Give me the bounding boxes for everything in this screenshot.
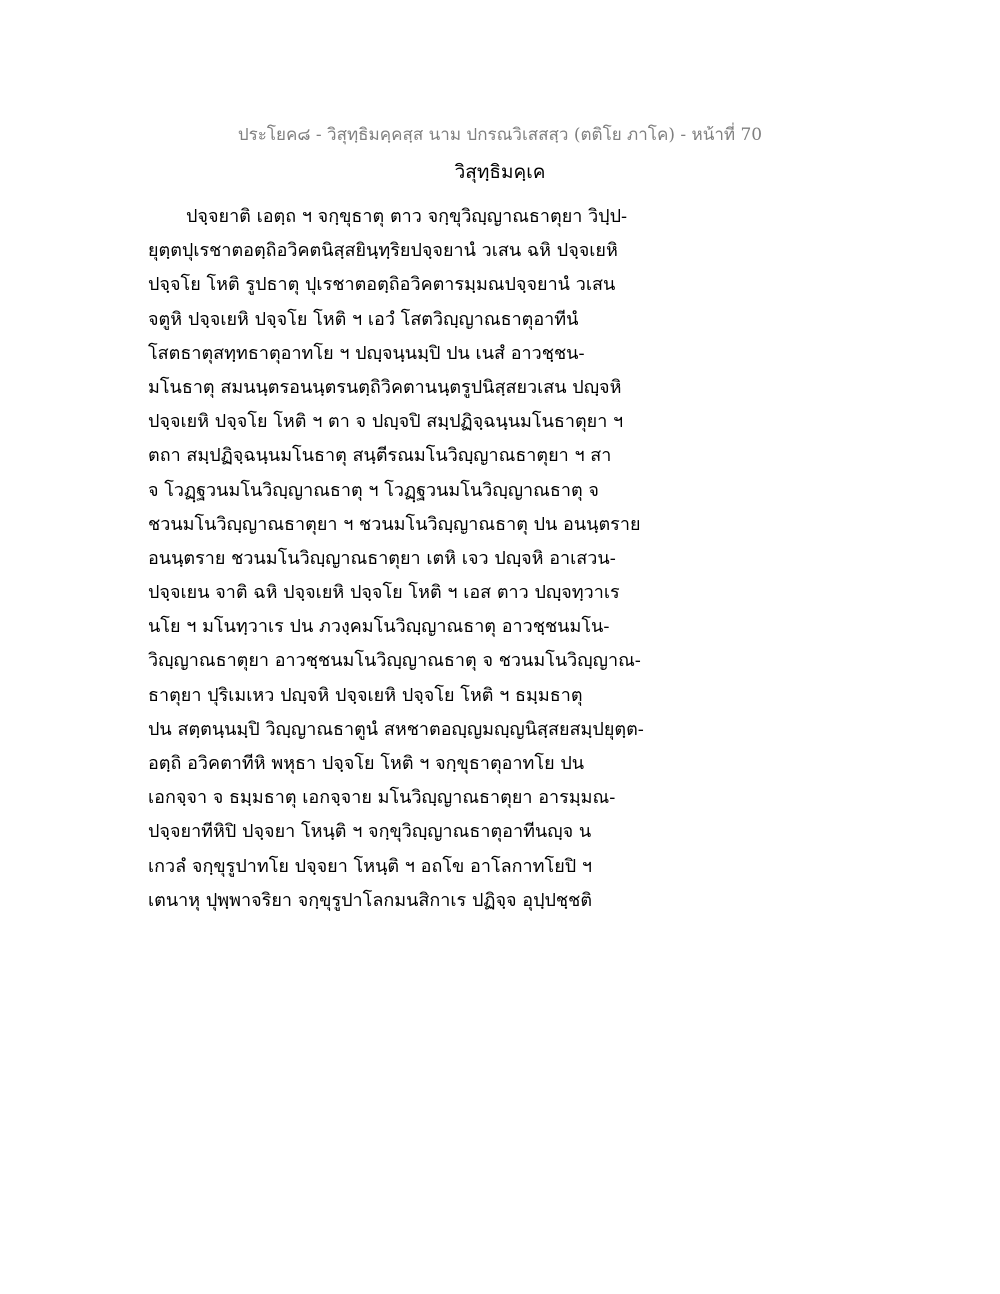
text-line: ยุตฺตปุเรชาตอตฺถิอวิคตนิสฺสยินฺทฺริยปจฺจยานํ วเสน ฉหิ ปจฺจเยหิ (148, 240, 618, 262)
text-line: จ โวฏฺฐวนมโนวิญฺญาณธาตุ ฯ โวฏฺฐวนมโนวิญฺญาณธาตุ จ (148, 479, 599, 501)
text-line: ปน สตฺตนฺนมฺปิ วิญฺญาณธาตูนํ สหชาตอญฺญมญฺญนิสฺสยสมฺปยุตฺต- (148, 718, 644, 740)
text-line: อตฺถิ อวิคตาทีหิ พหุธา ปจฺจโย โหติ ฯ จกฺขุธาตุอาทโย ปน (148, 753, 585, 774)
text-line: ปจฺจยาทีหิปิ ปจฺจยา โหนฺติ ฯ จกฺขุวิญฺญาณธาตุอาทีนญฺจ น (148, 821, 592, 843)
text-line: เอกจฺจา จ ธมฺมธาตุ เอกจฺจาย มโนวิญฺญาณธาตุยา อารมฺมณ- (148, 787, 616, 809)
text-line: ปจฺจยาติ เอตฺถ ฯ จกฺขุธาตุ ตาว จกฺขุวิญฺญาณธาตุยา วิปฺป- (186, 206, 628, 227)
text-line: ธาตุยา ปุริเมเหว ปญฺจหิ ปจฺจเยหิ ปจฺจโย โหติ ฯ ธมฺมธาตุ (148, 684, 583, 706)
text-line: เตนาหุ ปุพฺพาจริยา จกฺขุรูปาโลกมนสิกาเร ปฏิจฺจ อุปฺปชฺชติ (148, 889, 593, 911)
text-line: เกวลํ จกฺขุรูปาทโย ปจฺจยา โหนฺติ ฯ อถโข อาโลกาทโยปิ ฯ (148, 855, 592, 877)
text-line: วิญฺญาณธาตุยา อาวชฺชนมโนวิญฺญาณธาตุ จ ชวนมโนวิญฺญาณ- (148, 650, 641, 672)
text-line: ปจฺจเยน จาติ ฉหิ ปจฺจเยหิ ปจฺจโย โหติ ฯ เอส ตาว ปญฺจทฺวาเร (148, 582, 620, 604)
text-line: โสตธาตุสทฺทธาตุอาทโย ฯ ปญฺจนฺนมฺปิ ปน เนสํ อาวชฺชน- (148, 342, 585, 364)
text-line: จตูหิ ปจฺจเยหิ ปจฺจโย โหติ ฯ เอวํ โสตวิญฺญาณธาตุอาทีนํ (148, 308, 579, 330)
book-title: วิสุทฺธิมคฺเค (454, 161, 546, 183)
body-text (148, 200, 688, 918)
text-line: ปจฺจโย โหติ รูปธาตุ ปุเรชาตอตฺถิอวิคตารมฺมณปจฺจยานํ วเสน (148, 274, 616, 296)
text-line: ตถา สมฺปฏิจฺฉนฺนมโนธาตุ สนฺตีรณมโนวิญฺญาณธาตุยา ฯ สา (148, 445, 612, 467)
text-line: นโย ฯ มโนทฺวาเร ปน ภวงฺคมโนวิญฺญาณธาตุ อาวชฺชนมโน- (148, 616, 610, 638)
text-line: ชวนมโนวิญฺญาณธาตุยา ฯ ชวนมโนวิญฺญาณธาตุ ปน อนนฺตราย (148, 513, 641, 535)
running-header: ประโยค๘ - วิสุทฺธิมคฺคสฺส นาม ปกรณวิเสสสฺว (ตติโย ภาโค) - หน้าที่ 70 (237, 125, 763, 145)
text-line: ปจฺจเยหิ ปจฺจโย โหติ ฯ ตา จ ปญฺจปิ สมฺปฏิจฺฉนฺนมโนธาตุยา ฯ (148, 411, 624, 433)
text-line: อนนฺตราย ชวนมโนวิญฺญาณธาตุยา เตหิ เจว ปญฺจหิ อาเสวน- (148, 547, 616, 569)
text-line: มโนธาตุ สมนนฺตรอนนฺตรนตฺถิวิคตานนฺตรูปนิสฺสยวเสน ปญฺจหิ (148, 376, 622, 398)
